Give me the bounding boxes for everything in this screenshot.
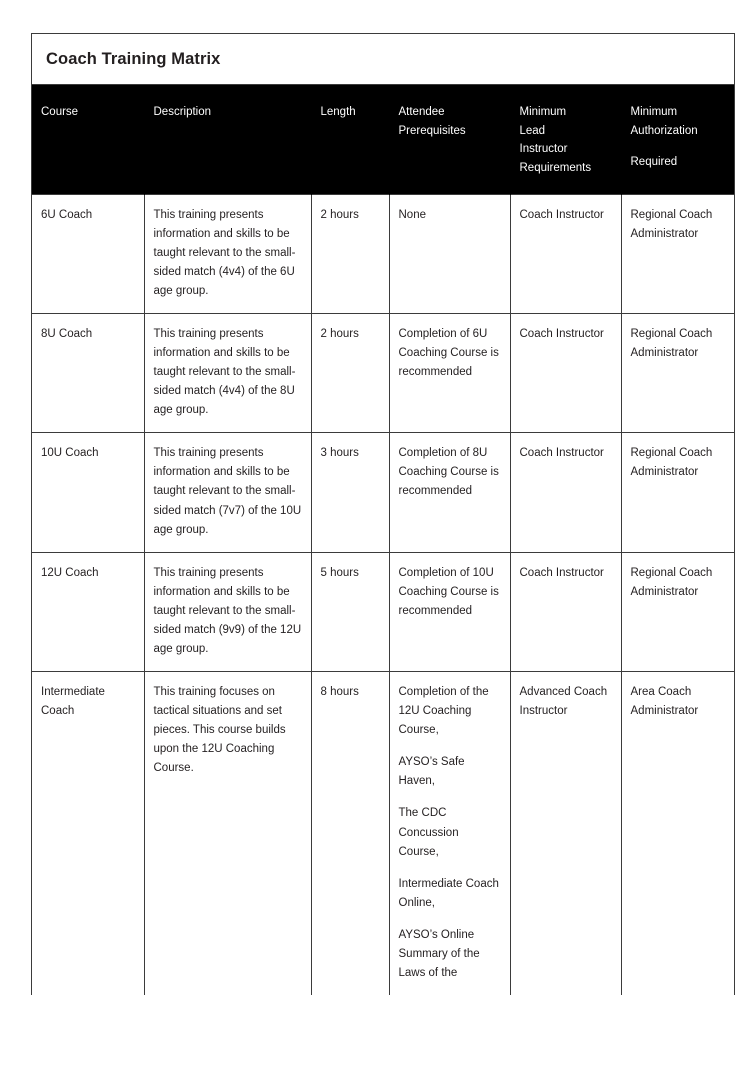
cell-paragraph: Completion of the 12U Coaching Course, — [398, 686, 489, 737]
cell-length — [311, 433, 389, 552]
cell-course — [32, 194, 144, 313]
header-line: Requirements — [519, 161, 592, 174]
cell-paragraph: Coach Instructor — [519, 327, 604, 340]
cell-paragraph: 6U Coach — [41, 208, 93, 221]
cell-lead-instructor — [510, 313, 621, 432]
table-body — [32, 194, 734, 995]
cell-paragraph: Advanced Coach Instructor — [519, 686, 608, 718]
cell-paragraph: Intermediate Coach — [41, 686, 105, 718]
cell-authorization — [621, 313, 734, 432]
header-line: Description — [153, 106, 212, 118]
header-line: Attendee — [398, 106, 445, 118]
table-row — [32, 433, 734, 552]
table-header — [32, 85, 734, 194]
cell-paragraph: 5 hours — [320, 566, 359, 579]
cell-paragraph: This training presents information and skills to be taught relevant to the small-sided match (4v4) of the 8U age group. — [153, 327, 296, 417]
header-line: Lead — [519, 124, 546, 137]
header-line: Minimum — [519, 106, 567, 118]
cell-paragraph: 2 hours — [320, 208, 359, 221]
cell-prerequisites — [389, 552, 510, 671]
cell-description — [144, 194, 311, 313]
cell-paragraph: 2 hours — [320, 327, 359, 340]
cell-paragraph: Coach Instructor — [519, 566, 604, 579]
cell-course — [32, 672, 144, 996]
cell-length — [311, 194, 389, 313]
cell-length — [311, 672, 389, 996]
cell-paragraph: Regional Coach Administrator — [630, 208, 713, 240]
cell-prerequisites — [389, 672, 510, 996]
cell-paragraph: This training presents information and skills to be taught relevant to the small-sided match (7v7) of the 10U age group. — [153, 447, 302, 536]
cell-description — [144, 313, 311, 432]
cell-paragraph: The CDC Concussion Course, — [398, 807, 459, 858]
table-title-row — [32, 34, 734, 85]
cell-authorization — [621, 672, 734, 996]
cell-length — [311, 313, 389, 432]
cell-paragraph: Intermediate Coach Online, — [398, 877, 499, 909]
cell-description — [144, 552, 311, 671]
cell-description — [144, 433, 311, 552]
cell-paragraph: This training focuses on tactical situations and set pieces. This course builds upon the 12U Coaching Course. — [153, 686, 286, 775]
cell-description — [144, 672, 311, 996]
column-header-description — [144, 85, 311, 194]
cell-paragraph: AYSO’s Online Summary of the Laws of the — [398, 928, 480, 979]
page-title: Coach Training Matrix — [46, 50, 221, 68]
table-row — [32, 194, 734, 313]
cell-paragraph: Completion of 10U Coaching Course is recommended — [398, 566, 499, 617]
cell-paragraph: AYSO’s Safe Haven, — [398, 756, 465, 788]
header-line: Minimum — [630, 106, 678, 118]
cell-paragraph: Regional Coach Administrator — [630, 447, 713, 479]
cell-paragraph: 10U Coach — [41, 447, 99, 460]
header-line: Instructor — [519, 143, 568, 156]
cell-paragraph: Coach Instructor — [519, 208, 604, 221]
cell-lead-instructor — [510, 672, 621, 996]
table-row — [32, 313, 734, 432]
header-line: Length — [320, 106, 356, 118]
table-row — [32, 552, 734, 671]
coach-training-matrix-table — [32, 85, 734, 995]
cell-course — [32, 433, 144, 552]
cell-prerequisites — [389, 313, 510, 432]
cell-lead-instructor — [510, 194, 621, 313]
header-line: Course — [41, 106, 79, 118]
cell-paragraph: Regional Coach Administrator — [630, 566, 713, 598]
cell-paragraph: This training presents information and skills to be taught relevant to the small-sided match (9v9) of the 12U age group. — [153, 566, 302, 655]
coach-training-matrix-table-frame — [31, 33, 735, 995]
column-header-length — [311, 85, 389, 194]
cell-paragraph: 12U Coach — [41, 566, 99, 579]
cell-course — [32, 313, 144, 432]
cell-paragraph: Coach Instructor — [519, 447, 604, 460]
cell-prerequisites — [389, 194, 510, 313]
cell-paragraph: Regional Coach Administrator — [630, 327, 713, 359]
column-header-attendee-prerequisites — [389, 85, 510, 194]
cell-paragraph: None — [398, 208, 426, 221]
cell-paragraph: Completion of 6U Coaching Course is recommended — [398, 327, 499, 379]
cell-length — [311, 552, 389, 671]
cell-lead-instructor — [510, 433, 621, 552]
cell-paragraph: 8 hours — [320, 686, 359, 699]
header-line-spacer — [631, 140, 727, 153]
cell-lead-instructor — [510, 552, 621, 671]
header-line: Prerequisites — [398, 124, 466, 137]
column-header-minimum-authorization-required — [621, 85, 734, 194]
cell-paragraph: Area Coach Administrator — [630, 686, 699, 718]
cell-prerequisites — [389, 433, 510, 552]
column-header-minimum-lead-instructor-requirements — [510, 85, 621, 194]
cell-paragraph: Completion of 8U Coaching Course is recommended — [398, 447, 499, 498]
cell-authorization — [621, 433, 734, 552]
cell-authorization — [621, 552, 734, 671]
header-line: Required — [630, 156, 678, 169]
table-row — [32, 672, 734, 996]
table-header-row — [32, 85, 734, 194]
cell-paragraph: 8U Coach — [41, 327, 93, 340]
cell-paragraph: 3 hours — [320, 447, 359, 460]
cell-course — [32, 552, 144, 671]
cell-authorization — [621, 194, 734, 313]
header-line: Authorization — [630, 124, 698, 137]
cell-paragraph: This training presents information and skills to be taught relevant to the small-sided match (4v4) of the 6U age group. — [153, 208, 296, 297]
column-header-course — [32, 85, 144, 194]
